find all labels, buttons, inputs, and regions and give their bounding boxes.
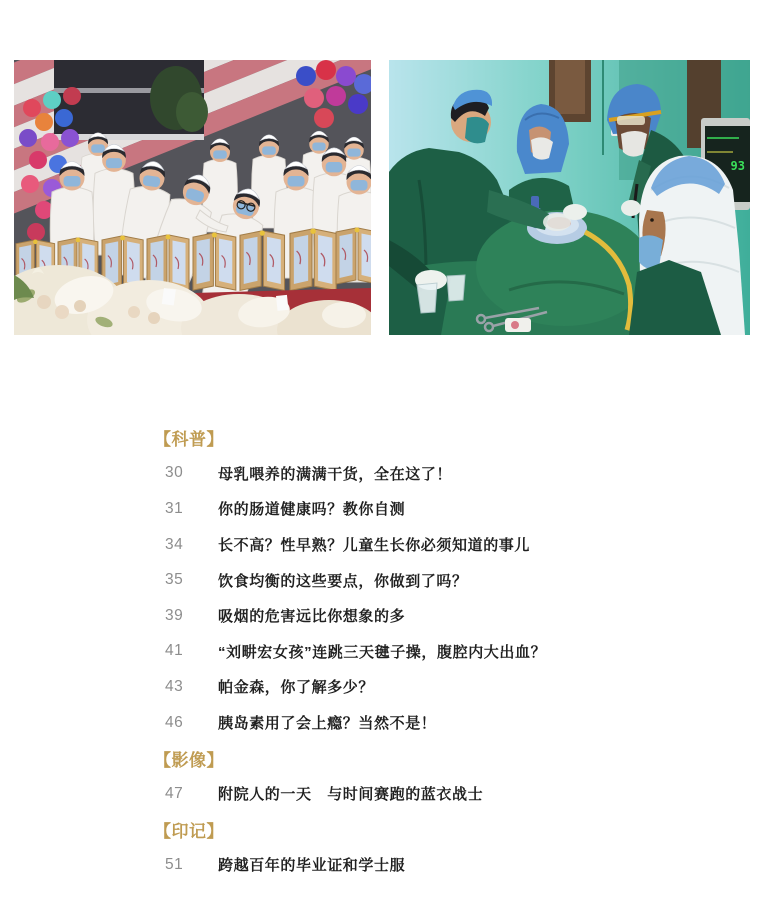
table-of-contents (154, 420, 734, 883)
toc-item (154, 527, 734, 563)
toc-item (154, 634, 734, 670)
toc-item (154, 776, 734, 812)
toc-item (154, 598, 734, 634)
toc-page-number: 34 (165, 535, 184, 553)
section-header-row (154, 812, 734, 848)
section-header-yinji: 【印记】 (154, 821, 224, 841)
toc-page-number: 47 (165, 784, 184, 802)
toc-page-number: 39 (165, 606, 184, 624)
toc-page-number: 35 (165, 571, 184, 589)
toc-page-number: 51 (165, 855, 184, 873)
toc-item-title: 长不高？性早熟？儿童生长你必须知道的事儿 (218, 537, 531, 555)
photo-surgery (389, 60, 750, 335)
section-header-row (154, 420, 734, 456)
toc-item-title: 胰岛素用了会上瘾？当然不是！ (218, 715, 437, 733)
toc-item-title: 跨越百年的毕业证和学士服 (218, 857, 406, 875)
toc-item-title: 吸烟的危害远比你想象的多 (218, 608, 406, 626)
monitor-reading: 93 (730, 159, 745, 173)
photo-nurses-event (14, 60, 371, 335)
toc-item (154, 491, 734, 527)
toc-item (154, 456, 734, 492)
toc-item-title: 饮食均衡的这些要点，你做到了吗？ (218, 572, 468, 590)
toc-page-number: 43 (165, 677, 184, 695)
toc-page-number: 31 (165, 499, 184, 517)
toc-item-title: 母乳喂养的满满干货，全在这了！ (218, 465, 453, 483)
section-header-row (154, 740, 734, 776)
toc-item (154, 847, 734, 883)
toc-item-title: 附院人的一天 与时间赛跑的蓝衣战士 (218, 786, 484, 804)
section-header-kepu: 【科普】 (154, 430, 224, 450)
toc-item-title: 你的肠道健康吗？教你自测 (218, 501, 406, 519)
nurses-photo-illustration (14, 60, 371, 335)
surgery-photo-illustration (389, 60, 750, 335)
toc-item (154, 562, 734, 598)
toc-item (154, 669, 734, 705)
toc-item (154, 705, 734, 741)
section-header-yingxiang: 【影像】 (154, 750, 224, 770)
toc-page-number: 46 (165, 713, 184, 731)
toc-item-title: “刘畊宏女孩”连跳三天毽子操，腹腔内大出血？ (218, 643, 547, 661)
toc-item-title: 帕金森，你了解多少？ (218, 679, 375, 697)
toc-page-number: 30 (165, 464, 184, 482)
toc-page-number: 41 (165, 642, 184, 660)
